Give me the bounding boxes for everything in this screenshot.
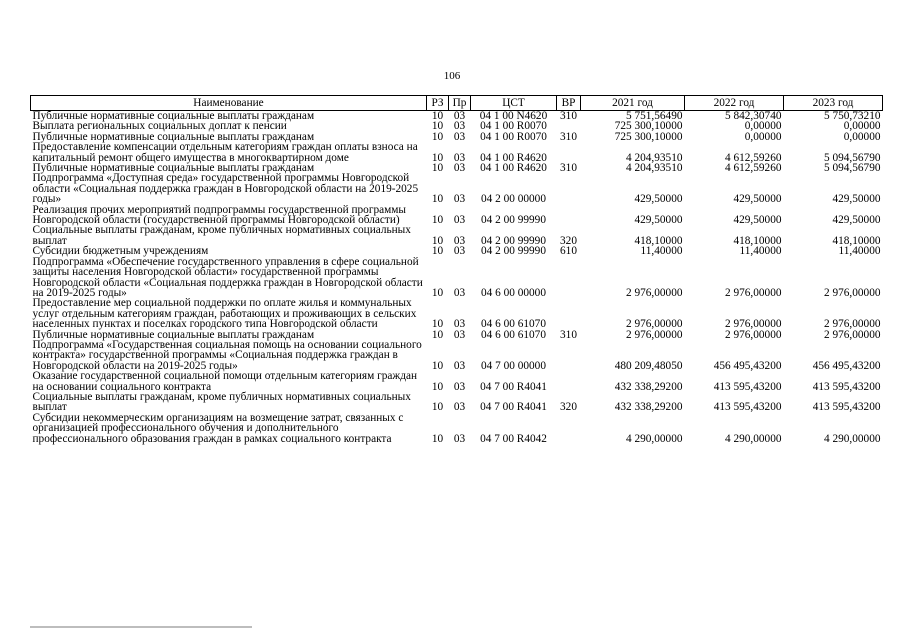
cell-vr <box>557 413 581 444</box>
cell-name: Выплата региональных социальных доплат к пенсии <box>32 120 287 133</box>
cell-rz: 10 <box>431 162 444 175</box>
cell-pr: 03 <box>453 130 466 143</box>
cell-pr: 03 <box>453 401 466 414</box>
table-row <box>31 142 883 163</box>
cell-y2023: 0,00000 <box>843 130 881 143</box>
cell-rz: 10 <box>431 401 444 414</box>
cell-rz: 10 <box>431 110 444 122</box>
cell-rz: 10 <box>431 151 444 164</box>
cell-y2021: 429,50000 <box>634 193 683 206</box>
cell-y2021: 480 209,48050 <box>614 359 683 372</box>
header-cst: ЦСТ <box>471 96 557 111</box>
cell-y2021: 432 338,29200 <box>614 401 683 414</box>
cell-y2021: 2 976,00000 <box>626 318 683 331</box>
cell-vr <box>557 340 581 371</box>
cell-y2021: 2 976,00000 <box>626 286 683 299</box>
cell-vr <box>557 371 581 392</box>
cell-vr <box>557 298 581 329</box>
cell-cst: 04 7 00 R4041 <box>480 401 547 414</box>
cell-cst: 04 6 00 61070 <box>481 328 546 341</box>
cell-y2021: 5 751,56490 <box>626 110 683 122</box>
cell-vr: 310 <box>560 110 577 122</box>
cell-name: Подпрограмма «Государственная социальная помощь на основании социального контракта» государственной программы «Социальная поддержка граждан в Новгородской области на 2019-2025 годы» <box>32 338 422 372</box>
cell-y2022: 2 976,00000 <box>725 328 782 341</box>
cell-cst: 04 7 00 R4042 <box>480 432 547 445</box>
cell-rz: 10 <box>431 193 444 206</box>
cell-y2021: 4 204,93510 <box>626 151 683 164</box>
budget-table <box>30 95 883 444</box>
table-header-row <box>31 96 883 111</box>
cell-rz: 10 <box>431 432 444 445</box>
cell-y2021: 4 290,00000 <box>626 432 683 445</box>
cell-cst: 04 1 00 N4620 <box>479 110 548 122</box>
cell-y2022: 429,50000 <box>733 214 782 227</box>
header-pr: Пр <box>449 96 471 111</box>
cell-y2023: 11,40000 <box>838 245 881 258</box>
cell-rz: 10 <box>431 328 444 341</box>
cell-cst: 04 1 00 R4620 <box>480 162 547 175</box>
cell-y2021: 11,40000 <box>640 245 683 258</box>
cell-rz: 10 <box>431 359 444 372</box>
table-row <box>31 173 883 204</box>
cell-name: Реализация прочих мероприятий подпрограммы государственной программы Новгородской области (государственной программы Новгородской области) <box>32 203 406 227</box>
cell-pr: 03 <box>453 245 466 258</box>
cell-cst: 04 2 00 00000 <box>481 193 546 206</box>
cell-y2023: 5 094,56790 <box>824 151 881 164</box>
cell-name: Оказание государственной социальной помощи отдельным категориям граждан на основании социального контракта <box>32 370 418 393</box>
header-2021: 2021 год <box>581 96 685 111</box>
cell-y2023: 0,00000 <box>843 120 881 133</box>
cell-cst: 04 2 00 99990 <box>481 214 546 227</box>
cell-name: Публичные нормативные социальные выплаты гражданам <box>32 162 315 175</box>
cell-y2022: 2 976,00000 <box>725 286 782 299</box>
cell-pr: 03 <box>453 234 466 247</box>
cell-vr <box>557 142 581 163</box>
cell-name: Публичные нормативные социальные выплаты гражданам <box>32 328 315 341</box>
page-number: 106 <box>443 70 461 82</box>
cell-y2021: 2 976,00000 <box>626 328 683 341</box>
cell-vr: 320 <box>560 401 577 414</box>
cell-rz: 10 <box>431 318 444 331</box>
table-row <box>31 298 883 329</box>
cell-pr: 03 <box>453 151 466 164</box>
cell-y2023: 413 595,43200 <box>812 380 881 393</box>
table-row <box>31 340 883 371</box>
cell-rz: 10 <box>431 214 444 227</box>
cell-name: Подпрограмма «Обеспечение государственного управления в сфере социальной защиты населения Новгородской области» государственной программы Новгородской области «Социальная поддержка граждан в Новгородской области на 2019-2025 годы» <box>32 255 423 299</box>
cell-y2023: 429,50000 <box>832 214 881 227</box>
cell-y2022: 413 595,43200 <box>713 401 782 414</box>
header-name: Наименование <box>31 96 427 111</box>
cell-cst: 04 7 00 R4041 <box>480 380 547 393</box>
cell-cst: 04 2 00 99990 <box>481 234 546 247</box>
cell-vr <box>557 257 581 299</box>
cell-pr: 03 <box>453 286 466 299</box>
cell-rz: 10 <box>431 120 444 133</box>
cell-y2022: 11,40000 <box>739 245 782 258</box>
cell-vr: 310 <box>560 130 577 143</box>
cell-rz: 10 <box>431 286 444 299</box>
cell-pr: 03 <box>453 328 466 341</box>
table-row <box>31 371 883 392</box>
cell-name: Предоставление компенсации отдельным категориям граждан оплаты взноса на капитальный ремонт общего имущества в многоквартирном доме <box>32 141 418 164</box>
cell-cst: 04 7 00 00000 <box>481 359 546 372</box>
cell-y2021: 418,10000 <box>634 234 683 247</box>
cell-vr <box>557 173 581 204</box>
cell-rz: 10 <box>431 234 444 247</box>
table-row <box>31 225 883 246</box>
cell-pr: 03 <box>453 162 466 175</box>
table-row <box>31 392 883 413</box>
cell-y2022: 418,10000 <box>733 234 782 247</box>
cell-y2023: 2 976,00000 <box>824 328 881 341</box>
cell-y2023: 4 290,00000 <box>824 432 881 445</box>
cell-y2022: 5 842,30740 <box>725 110 782 122</box>
cell-cst: 04 1 00 R0070 <box>480 130 547 143</box>
header-vr: ВР <box>557 96 581 111</box>
cell-pr: 03 <box>453 432 466 445</box>
cell-y2022: 4 612,59260 <box>725 162 782 175</box>
header-2023: 2023 год <box>784 96 883 111</box>
cell-y2022: 0,00000 <box>744 120 782 133</box>
cell-vr: 310 <box>560 328 577 341</box>
cell-y2023: 429,50000 <box>832 193 881 206</box>
cell-y2023: 5 094,56790 <box>824 162 881 175</box>
cell-name: Подпрограмма «Доступная среда» государственной программы Новгородской области «Социальная поддержка граждан в Новгородской области на 2019-2025 годы» <box>32 172 419 206</box>
cell-rz: 10 <box>431 130 444 143</box>
cell-rz: 10 <box>431 380 444 393</box>
cell-y2023: 2 976,00000 <box>824 286 881 299</box>
header-2022: 2022 год <box>685 96 784 111</box>
cell-name: Субсидии бюджетным учреждениям <box>32 245 209 258</box>
cell-y2023: 2 976,00000 <box>824 318 881 331</box>
cell-name: Социальные выплаты гражданам, кроме публичных нормативных социальных выплат <box>32 390 411 414</box>
cell-pr: 03 <box>453 214 466 227</box>
cell-y2021: 725 300,10000 <box>614 130 683 143</box>
cell-y2021: 4 204,93510 <box>626 162 683 175</box>
cell-vr: 610 <box>560 245 577 258</box>
cell-pr: 03 <box>453 318 466 331</box>
cell-pr: 03 <box>453 120 466 133</box>
cell-cst: 04 2 00 99990 <box>481 245 546 258</box>
cell-y2022: 413 595,43200 <box>713 380 782 393</box>
cell-cst: 04 1 00 R0070 <box>480 120 547 133</box>
cell-pr: 03 <box>453 110 466 122</box>
cell-y2023: 418,10000 <box>832 234 881 247</box>
cell-name: Публичные нормативные социальные выплаты гражданам <box>32 110 315 122</box>
cell-pr: 03 <box>453 193 466 206</box>
cell-y2021: 432 338,29200 <box>614 380 683 393</box>
cell-rz: 10 <box>431 245 444 258</box>
cell-pr: 03 <box>453 359 466 372</box>
cell-y2023: 5 750,73210 <box>824 110 881 122</box>
cell-name: Субсидии некоммерческим организациям на возмещение затрат, связанных с организацией профессионального обучения и дополнительного профессионального образования граждан в рамках социального контракта <box>32 411 404 445</box>
cell-name: Публичные нормативные социальные выплаты гражданам <box>32 130 315 143</box>
cell-vr: 310 <box>560 162 577 175</box>
table-row <box>31 413 883 444</box>
cell-y2022: 429,50000 <box>733 193 782 206</box>
table-row <box>31 205 883 226</box>
header-rz: РЗ <box>427 96 449 111</box>
cell-y2022: 0,00000 <box>744 130 782 143</box>
cell-cst: 04 6 00 61070 <box>481 318 546 331</box>
cell-cst: 04 6 00 00000 <box>481 286 546 299</box>
cell-cst: 04 1 00 R4620 <box>480 151 547 164</box>
cell-y2021: 429,50000 <box>634 214 683 227</box>
cell-vr: 320 <box>560 234 577 247</box>
cell-y2023: 456 495,43200 <box>812 359 881 372</box>
table-row <box>31 257 883 299</box>
cell-y2022: 456 495,43200 <box>713 359 782 372</box>
cell-y2022: 2 976,00000 <box>725 318 782 331</box>
cell-y2022: 4 612,59260 <box>725 151 782 164</box>
cell-name: Социальные выплаты гражданам, кроме публичных нормативных социальных выплат <box>32 224 411 247</box>
footer-divider <box>30 626 252 628</box>
cell-y2021: 725 300,10000 <box>614 120 683 133</box>
cell-y2022: 4 290,00000 <box>725 432 782 445</box>
cell-vr <box>557 205 581 226</box>
cell-y2023: 413 595,43200 <box>812 401 881 414</box>
cell-pr: 03 <box>453 380 466 393</box>
cell-name: Предоставление мер социальной поддержки по оплате жилья и коммунальных услуг отдельным категориям граждан, работающих и проживающих в сельских населенных пунктах и поселках городского типа Новгородской области <box>32 297 417 331</box>
